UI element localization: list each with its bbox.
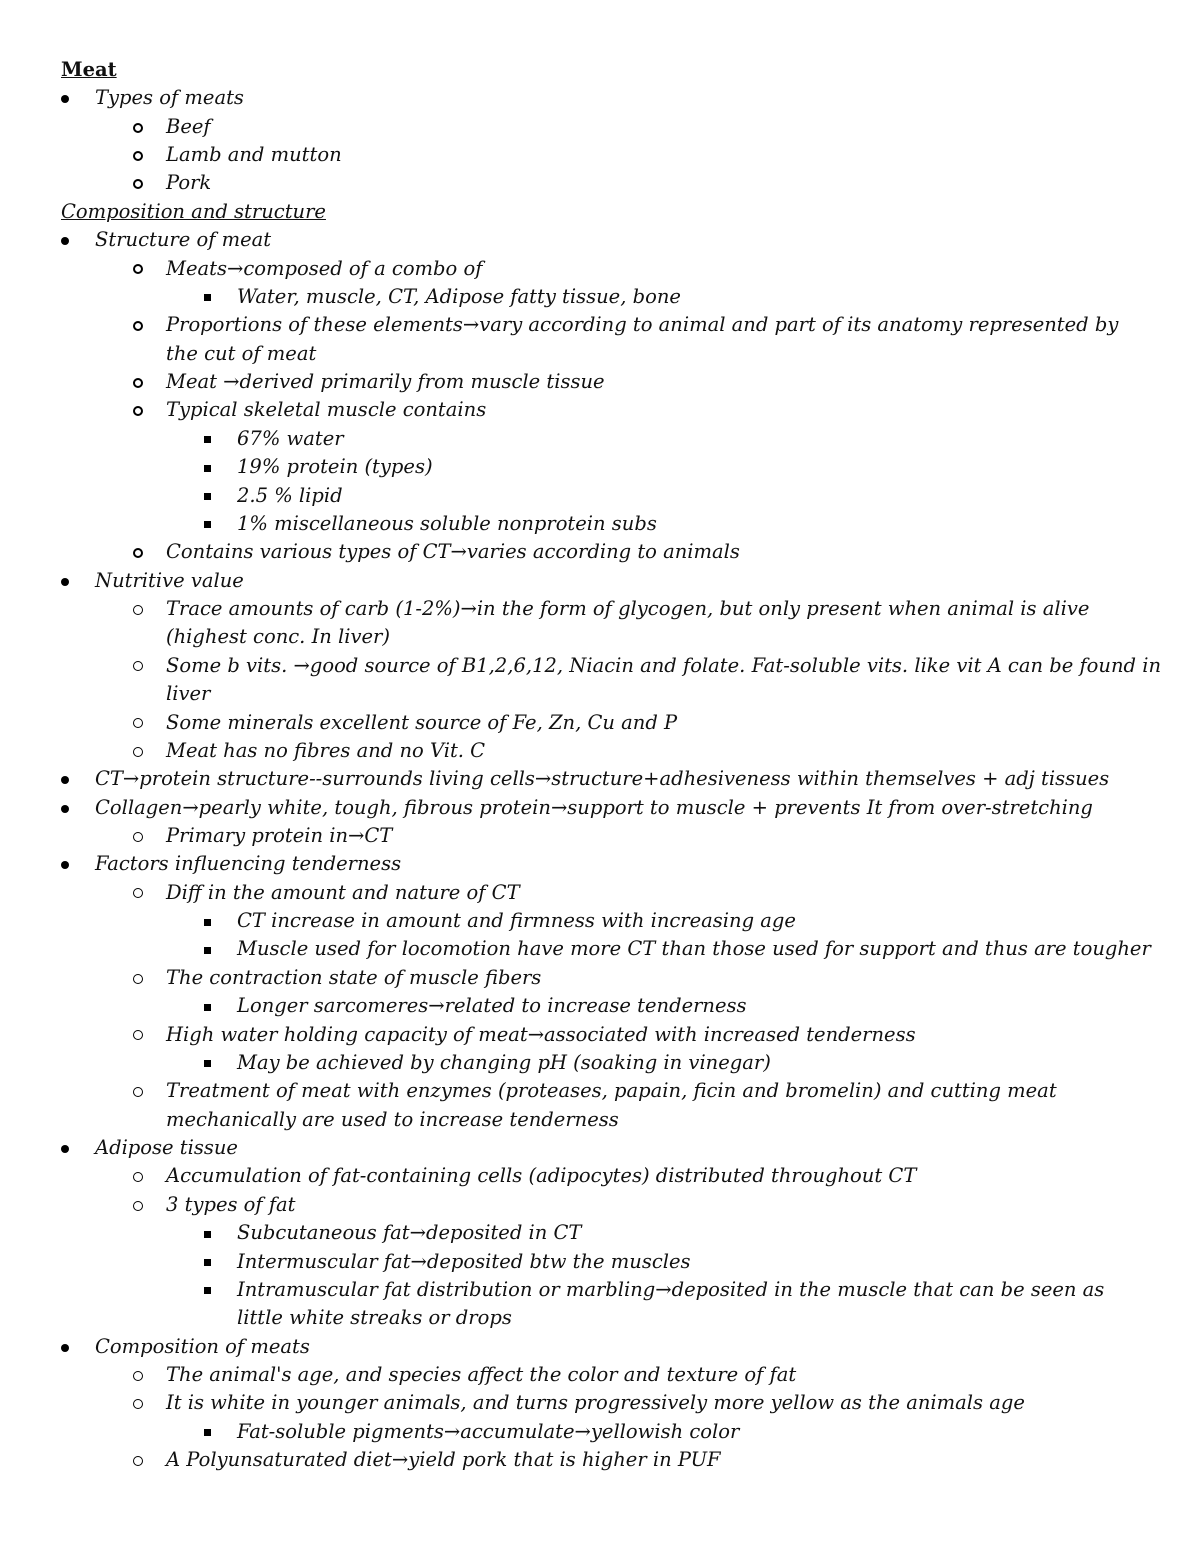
list-item: Diff in the amount and nature of CT bbox=[166, 880, 520, 904]
list-item: mechanically are used to increase tenderness bbox=[166, 1107, 619, 1131]
bullet-ring-icon bbox=[133, 661, 143, 671]
list-item: CT→protein structure--surrounds living cells→structure+adhesiveness within themselves + adj tissues bbox=[95, 767, 1110, 791]
bullet-ring-icon bbox=[133, 1371, 143, 1381]
list-item: 3 types of fat bbox=[166, 1192, 296, 1216]
list-item: Some b vits. →good source of B1,2,6,12, Niacin and folate. Fat-soluble vits. like vit A can be found in bbox=[166, 653, 1162, 677]
list-item: The animal's age, and species affect the color and texture of fat bbox=[166, 1363, 797, 1387]
list-item: Longer sarcomeres→related to increase tenderness bbox=[237, 994, 747, 1018]
bullet-ring-icon bbox=[133, 1456, 143, 1466]
list-item: Trace amounts of carb (1-2%)→in the form of glycogen, but only present when animal is alive bbox=[166, 597, 1090, 621]
list-item: the cut of meat bbox=[166, 341, 317, 365]
list-item: May be achieved by changing pH (soaking in vinegar) bbox=[237, 1050, 771, 1074]
list-item: little white streaks or drops bbox=[237, 1306, 512, 1330]
bullet-disc-icon bbox=[61, 95, 69, 103]
list-item: High water holding capacity of meat→associated with increased tenderness bbox=[166, 1022, 916, 1046]
list-item: Treatment of meat with enzymes (proteases, papain, ficin and bromelin) and cutting meat bbox=[166, 1079, 1057, 1103]
bullet-square-icon bbox=[204, 493, 211, 500]
bullet-ring-icon bbox=[133, 179, 143, 189]
bullet-ring-icon bbox=[133, 1399, 143, 1409]
bullet-ring-icon bbox=[133, 718, 143, 728]
list-item: (highest conc. In liver) bbox=[166, 625, 390, 649]
list-item: Types of meats bbox=[95, 86, 244, 110]
list-item: Pork bbox=[166, 171, 212, 195]
bullet-ring-icon bbox=[133, 1172, 143, 1182]
bullet-square-icon bbox=[204, 436, 211, 443]
bullet-disc-icon bbox=[61, 805, 69, 813]
list-item: Meat has no fibres and no Vit. C bbox=[166, 738, 486, 762]
bullet-ring-icon bbox=[133, 888, 143, 898]
bullet-disc-icon bbox=[61, 1145, 69, 1153]
bullet-ring-icon bbox=[133, 832, 143, 842]
bullet-ring-icon bbox=[133, 1201, 143, 1211]
bullet-ring-icon bbox=[133, 123, 143, 133]
list-item: Beef bbox=[166, 114, 211, 138]
bullet-disc-icon bbox=[61, 237, 69, 245]
bullet-ring-icon bbox=[133, 974, 143, 984]
bullet-ring-icon bbox=[133, 406, 143, 416]
list-item: Intermuscular fat→deposited btw the muscles bbox=[237, 1249, 691, 1273]
bullet-ring-icon bbox=[133, 378, 143, 388]
section-heading: Composition and structure bbox=[61, 199, 326, 223]
list-item: Accumulation of fat-containing cells (adipocytes) distributed throughout CT bbox=[166, 1164, 917, 1188]
list-item: The contraction state of muscle fibers bbox=[166, 965, 542, 989]
list-item: Factors influencing tenderness bbox=[95, 852, 402, 876]
list-item: Water, muscle, CT, Adipose fatty tissue, bone bbox=[237, 284, 681, 308]
bullet-ring-icon bbox=[133, 548, 143, 558]
bullet-square-icon bbox=[204, 1259, 211, 1266]
bullet-disc-icon bbox=[61, 1344, 69, 1352]
list-item: Meats→composed of a combo of bbox=[166, 256, 483, 280]
list-item: 2.5 % lipid bbox=[237, 483, 343, 507]
list-item: CT increase in amount and firmness with increasing age bbox=[237, 909, 796, 933]
list-item: Typical skeletal muscle contains bbox=[166, 398, 487, 422]
list-item: It is white in younger animals, and turns progressively more yellow as the animals age bbox=[166, 1391, 1025, 1415]
bullet-square-icon bbox=[204, 1004, 211, 1011]
list-item: Collagen→pearly white, tough, fibrous protein→support to muscle + prevents It from over-stretching bbox=[95, 795, 1093, 819]
list-item: Proportions of these elements→vary according to animal and part of its anatomy represented by bbox=[166, 313, 1119, 337]
list-item: Fat-soluble pigments→accumulate→yellowish color bbox=[237, 1419, 740, 1443]
list-item: Contains various types of CT→varies according to animals bbox=[166, 540, 740, 564]
bullet-disc-icon bbox=[61, 776, 69, 784]
list-item: Some minerals excellent source of Fe, Zn, Cu and P bbox=[166, 710, 678, 734]
list-item: 1% miscellaneous soluble nonprotein subs bbox=[237, 511, 657, 535]
bullet-disc-icon bbox=[61, 578, 69, 586]
list-item: 67% water bbox=[237, 426, 344, 450]
bullet-ring-icon bbox=[133, 151, 143, 161]
bullet-ring-icon bbox=[133, 747, 143, 757]
list-item: 19% protein (types) bbox=[237, 455, 433, 479]
list-item: liver bbox=[166, 682, 211, 706]
bullet-square-icon bbox=[204, 521, 211, 528]
bullet-square-icon bbox=[204, 465, 211, 472]
list-item: A Polyunsaturated diet→yield pork that is higher in PUF bbox=[166, 1448, 721, 1472]
bullet-ring-icon bbox=[133, 1087, 143, 1097]
bullet-square-icon bbox=[204, 1287, 211, 1294]
list-item: Meat →derived primarily from muscle tissue bbox=[166, 370, 605, 394]
list-item: Lamb and mutton bbox=[166, 143, 342, 167]
bullet-square-icon bbox=[204, 919, 211, 926]
list-item: Muscle used for locomotion have more CT than those used for support and thus are tougher bbox=[237, 937, 1151, 961]
bullet-square-icon bbox=[204, 294, 211, 301]
bullet-ring-icon bbox=[133, 264, 143, 274]
bullet-square-icon bbox=[204, 1231, 211, 1238]
list-item: Primary protein in→CT bbox=[166, 823, 393, 847]
bullet-ring-icon bbox=[133, 321, 143, 331]
list-item: Composition of meats bbox=[95, 1334, 310, 1358]
bullet-square-icon bbox=[204, 947, 211, 954]
bullet-square-icon bbox=[204, 1060, 211, 1067]
list-item: Intramuscular fat distribution or marbling→deposited in the muscle that can be seen as bbox=[237, 1277, 1105, 1301]
page-title: Meat bbox=[61, 58, 117, 81]
list-item: Nutritive value bbox=[95, 568, 244, 592]
bullet-square-icon bbox=[204, 1429, 211, 1436]
list-item: Structure of meat bbox=[95, 228, 272, 252]
list-item: Adipose tissue bbox=[95, 1136, 238, 1160]
bullet-ring-icon bbox=[133, 605, 143, 615]
bullet-ring-icon bbox=[133, 1030, 143, 1040]
bullet-disc-icon bbox=[61, 861, 69, 869]
list-item: Subcutaneous fat→deposited in CT bbox=[237, 1221, 582, 1245]
